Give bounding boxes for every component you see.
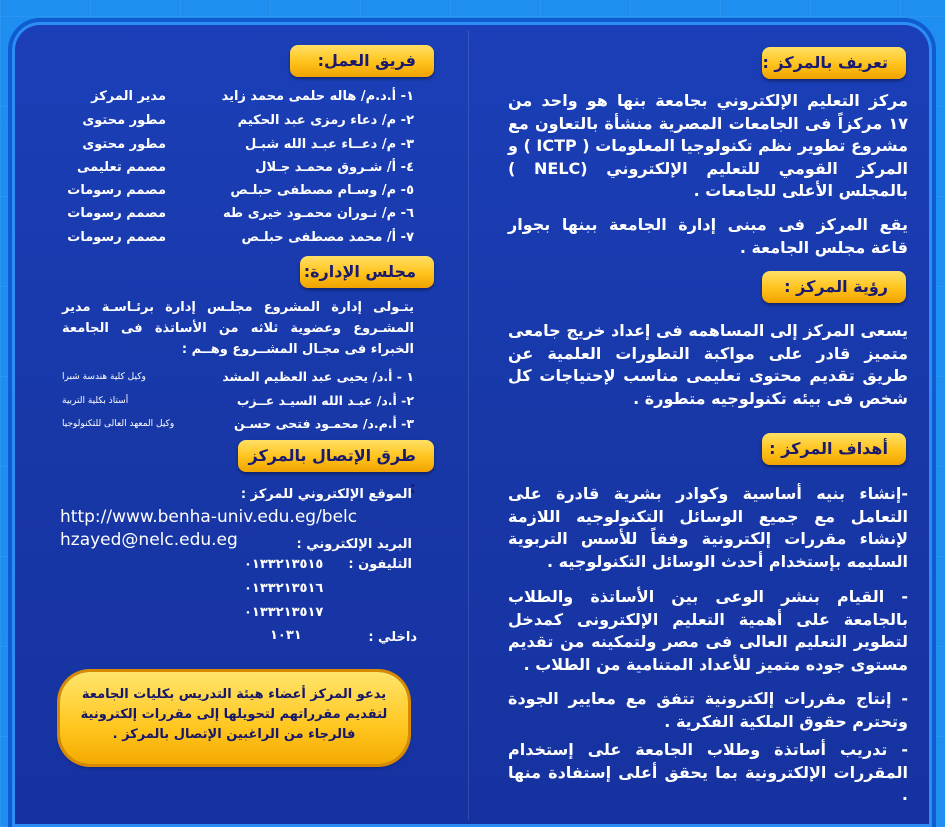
member-role: مطور محتوى: [82, 113, 166, 128]
member-role: مصمم رسومات: [67, 206, 166, 221]
board-row: [62, 413, 414, 435]
board-member-role: وكيل المعهد العالى للتكنولوجيا: [62, 419, 175, 429]
member-name: ٦- م/ نـوران محمـود خيرى طه: [223, 206, 414, 221]
invitation-note: [60, 672, 408, 764]
member-role: مصمم رسومات: [67, 230, 166, 245]
website-label: الموقع الإلكتروني للمركز :: [240, 487, 412, 502]
email-link[interactable]: hzayed@nelc.edu.eg: [60, 530, 238, 550]
goal-item: -إنشاء بنيه أساسية وكوادر بشرية قادرة على التعامل مع جميع الوسائل التكنولوجيه اللازمة لإنشاء مقررات إلكترونية وفقاً للأسس التربوية السليمه بإستخدام أحدث الوسائل التكنولوجيه .: [508, 484, 908, 571]
member-role: مدير المركز: [91, 89, 166, 104]
board-member-role: أستاذ بكلية التربية: [62, 396, 129, 406]
goal-item: - تدريب أساتذة وطلاب الجامعة على إستخدام المقررات الإلكترونية بما يحقق أعلى إستفادة منها .: [508, 740, 908, 804]
team-row: [62, 110, 414, 132]
team-header: فريق العمل:: [290, 45, 434, 77]
board-row: [62, 390, 414, 412]
board-member-name: ٣- أ.م.د/ محمـود فتحى حسـن: [233, 416, 414, 431]
extension-number: ١٠٣١: [270, 628, 302, 643]
website-link[interactable]: http://www.benha-univ.edu.eg/belc: [60, 507, 358, 527]
member-name: ٣- م/ دعــاء عبـد الله شبـل: [244, 137, 414, 152]
about-header: تعريف بالمركز :: [762, 47, 906, 79]
team-row: [62, 134, 414, 156]
note-line: يدعو المركز أعضاء هيئة التدريس بكليات الجامعة: [81, 687, 387, 702]
email-label: البريد الإلكتروني :: [296, 537, 412, 552]
column-divider: [468, 30, 469, 820]
note-line: فالرجاء من الراغبين الإتصال بالمركز .: [112, 727, 356, 742]
member-name: ٤- أ/ شـروق محمـد جـلال: [255, 160, 414, 175]
goal-item: - القيام بنشر الوعى بين الأساتذة والطلاب بالجامعة على أهمية التعليم الإلكترونى كمدخل لتطوير التعليم العالى فى مصر ولتمكينه من تقديم مستوى جوده متميز للأعداد المتنامية من الطلاب .: [508, 587, 908, 674]
team-row: [62, 180, 414, 202]
phone-label: التليفون :: [348, 557, 412, 572]
board-member-name: ١ - أ.د/ يحيى عبد العظيم المشد: [222, 369, 414, 384]
member-name: ٧- أ/ محمد مصطفى حبلـص: [241, 230, 414, 245]
member-name: ٥- م/ وسـام مصطفى حبلـص: [230, 183, 414, 198]
vision-paragraph: يسعى المركز إلى المساهمه فى إعداد خريج جامعى متميز قادر على مواكبة التطورات العلمية عن طريق تقديم محتوى تعليمى مناسب لإحتياجات كل شخص فى بيئه تكنولوجيه متطورة .: [508, 321, 908, 408]
contact-header: طرق الإتصال بالمركز :: [238, 440, 434, 472]
board-header: مجلس الإدارة:: [300, 256, 434, 288]
extension-label: داخلي :: [368, 630, 417, 645]
phone-number: ٠١٣٣٢١٣٥١٧: [244, 605, 324, 620]
about-paragraph: مركز التعليم الإلكتروني بجامعة بنها هو واحد من ١٧ مركزاً فى الجامعات المصرية منشأة بالتعاون مع مشروع تطوير نظم تكنولوجيا المعلومات ( ICTP ) و المركز القومي للتعليم الإلكتروني (NELC ) بالمجلس الأعلى للجامعات .: [507, 91, 908, 200]
vision-header: رؤية المركز :: [762, 271, 906, 303]
member-name: ٢- م/ دعاء رمزى عبد الحكيم: [237, 113, 414, 128]
member-role: مصمم رسومات: [67, 183, 166, 198]
team-row: [62, 227, 414, 249]
board-intro: يتـولى إدارة المشروع مجلـس إدارة برئـاسـة مدير المشـروع وعضوية ثلاثه من الأساتذة فى الجامعة الخبراء فى مجـال المشــروع وهــم :: [62, 300, 414, 357]
member-role: مصمم تعليمى: [77, 160, 166, 175]
member-role: مطور محتوى: [82, 137, 166, 152]
phone-number: ٠١٣٣٢١٣٥١٥: [244, 557, 324, 572]
member-name: ١- أ.د.م/ هاله حلمى محمد زايد: [221, 89, 414, 104]
location-paragraph: يقع المركز فى مبنى إدارة الجامعة ببنها بجوار قاعة مجلس الجامعة .: [508, 215, 908, 257]
note-line: لتقديم مقرراتهم لتحويلها إلى مقررات إلكترونية: [80, 707, 388, 722]
goals-header: أهداف المركز :: [762, 433, 906, 465]
team-row: [62, 203, 414, 225]
goal-item: - إنتاج مقررات إلكترونية تتفق مع معايير الجودة وتحترم حقوق الملكية الفكرية .: [508, 689, 908, 731]
phone-number: ٠١٣٣٢١٣٥١٦: [244, 581, 324, 596]
board-member-role: وكيل كلية هندسة شبرا: [62, 372, 146, 382]
board-member-name: ٢- أ.د/ عبـد الله السيـد عــزب: [236, 393, 414, 408]
team-row: [62, 157, 414, 179]
team-row: [62, 86, 414, 108]
board-row: [62, 366, 414, 388]
